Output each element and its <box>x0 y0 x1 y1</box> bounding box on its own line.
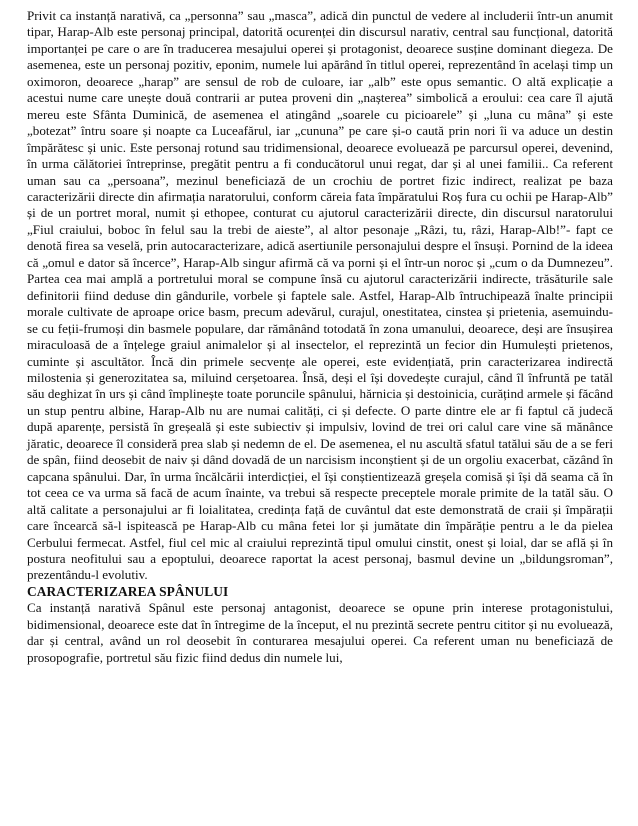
section-title-spanul: CARACTERIZAREA SPÂNULUI <box>27 583 229 599</box>
paragraph-spanul-characterization: Ca instanță narativă Spânul este personaj antagonist, deoarece se opune prin interese protagonistului, bidimensional, deoarece este dat în întregime de la început, el nu prezintă secrete pentru cititor și nu evoluează, dar și central, având un rol deosebit în conturarea mesajului operei. Ca referent uman nu beneficiază de prosopografie, portretul său fizic fiind dedus din numele lui, <box>27 600 613 665</box>
paragraph-harap-alb-characterization: Privit ca instanță narativă, ca „personna” sau „masca”, adică din punctul de vedere al includerii într-un anumit tipar, Harap-Alb este personaj principal, datorită ocurenței din discursul narativ, central sau funcțional, datorită importanței pe care o are în traducerea mesajului operei și protagonist, deoarece susține dominant diegeza. De asemenea, este un personaj pozitiv, eponim, numele lui apărând în titlul operei, reprezentând în același timp un oximoron, deoarece „harap” are sensul de rob de culoare, iar „alb” este opus semantic. O altă explicație a acestui nume care unește două contrarii ar putea proveni din „nașterea” simbolică a eroului: cea care îl ajută mereu este Sfânta Duminică, de asemenea el atingând „soarele cu picioarele” și „luna cu mâna” și este „botezat” întru soare și noapte ca Luceafărul, iar „cununa” pe care și-o caută prin nori îi va aduce un destin împărătesc și unic. Este personaj rotund sau tridimensional, deoarece evoluează pe parcursul operei, devenind, în urma călătoriei întreprinse, pregătit pentru a fi conducătorul unui regat, dar și al unei familii.. Ca referent uman sau ca „persoana”, mezinul beneficiază de un crochiu de portret fizic indirect, realizat pe baza caracterizării directe din afirmația naratorului, conform căreia fata împăratului Roș fura cu ochii pe Harap-Alb” și de un portret moral, numit și ethopee, conturat cu ajutorul caracterizării directe, din discursul naratorului „Fiul craiului, boboc în felul sau la trebi de aieste”, al altor pesonaje „Râzi, tu, râzi, Harap-Alb!”- fapt ce denotă firea sa veselă, prin autocaracterizare, adică asertiunile personajului despre el însuși. Pornind de la ideea că „omul e dator să încerce”, Harap-Alb singur afirmă că va porni și el într-un noroc și „cum o da Dumnezeu”. Partea cea mai amplă a portretului moral se compune însă cu ajutorul caracterizării indirecte, trăsăturile sale definitorii fiind deduse din gândurile, vorbele și faptele sale. Astfel, Harap-Alb întruchipează înalte principii morale cultivate de aproape orice basm, precum adevărul, curajul, onestitatea, cinstea și prietenia, asemuindu-se cu feții-frumoși din basmele populare, dar rămânând totodată în zona umanului, deoarece, deși are însușirea miraculoasă de a înțelege graiul animalelor și al insectelor, el reprezintă un fecior din Humulești prietenos, cuminte și ascultător. Încă din primele secvențe ale operei, este evidențiată, prin caracterizarea indirectă milostenia și generozitatea sa, miluind cerșetoarea. Însă, deși el își dovedește curajul, când îl înfruntă pe tatăl său deghizat în urs și când împlinește toate poruncile spânului, hărnicia și destoinicia, curățind armele și făcând un stup pentru albine, Harap-Alb nu are numai calități, ci și defecte. O parte dintre ele ar fi faptul că judecă după aparențe, persistă în greșeală și este subiectiv și impulsiv, lovind de trei ori calul care vine să mănânce jăratic, deoarece îl consideră prea slab și nedemn de el. De asemenea, el nu ascultă sfatul tatălui său de a se feri de spân, fiind deosebit de naiv și dând dovadă de un narcisism inconștient și de un orgoliu exacerbat, căzând în capcana spânului. Dar, în urma încălcării interdicției, el își conștientizează greșela comisă și își dă seama că în tot ceea ce va urma să facă de acum înainte, va trebui să respecte preceptele morale primite de la tatăl său. O altă calitate a personajului ar fi loialitatea, credința față de cuvântul dat este demonstrată de craii și împărații care încearcă să-l ispitească pe Harap-Alb cu mâna fetei lor și jumătate din împărăție pentru a le da pielea Cerbului fermecat. Astfel, fiul cel mic al craiului reprezintă tipul omului cinstit, onest și loial, dar se află și în postura neofitului sau a epoptului, deoarece raportat la acest personaj, basmul devine un „bildungsroman”, prezentându-l evolutiv. <box>27 8 613 583</box>
